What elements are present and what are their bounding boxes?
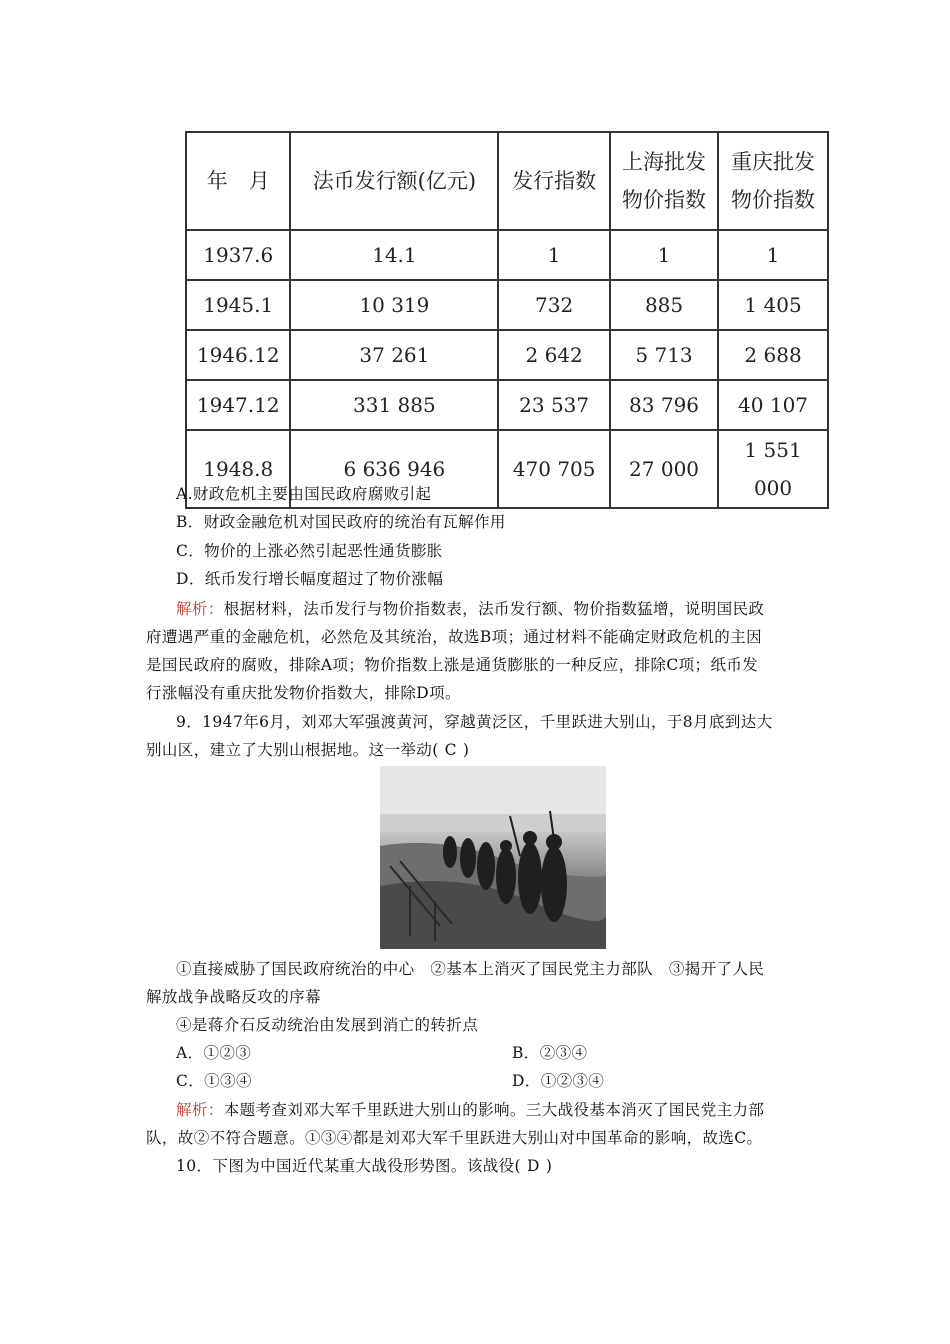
q9-option-b: B．②③④	[512, 1044, 588, 1062]
q9-stem: 9．1947年6月，刘邓大军强渡黄河，穿越黄泛区，千里跃进大别山，于8月底到达大	[176, 713, 773, 731]
q10-stem-text: 10．下图为中国近代某重大战役形势图。该战役(	[176, 1157, 521, 1175]
analysis-label: 解析：	[176, 1101, 224, 1119]
q10-answer: D	[526, 1157, 540, 1175]
table-cell: 27 000	[610, 430, 718, 508]
table-cell: 5 713	[610, 330, 718, 380]
table-cell: 1	[610, 230, 718, 280]
table-cell: 1947.12	[186, 380, 290, 430]
table-cell: 2 688	[718, 330, 828, 380]
table-row	[186, 330, 828, 380]
q9-option-c: C．①③④	[176, 1072, 252, 1090]
q9-stem-close: )	[462, 741, 470, 759]
table-cell: 23 537	[498, 380, 610, 430]
q8-analysis-line: 是国民政府的腐败，排除A项；物价指数上涨是通货膨胀的一种反应，排除C项；纸币发	[146, 656, 759, 674]
table-cell: 83 796	[610, 380, 718, 430]
q9-analysis-line: 队，故②不符合题意。①③④都是刘邓大军千里跃进大别山对中国革命的影响，故选C。	[146, 1129, 763, 1147]
header-year: 年 月	[186, 132, 290, 230]
q10-stem	[176, 1152, 552, 1180]
table-cell: 10 319	[290, 280, 498, 330]
q8-option-a: A.财政危机主要由国民政府腐败引起	[176, 485, 432, 503]
q9-analysis-line	[176, 1096, 764, 1124]
table-cell: 331 885	[290, 380, 498, 430]
q8-analysis-line: 行涨幅没有重庆批发物价指数大，排除D项。	[146, 684, 461, 702]
q10-stem-close: )	[545, 1157, 553, 1175]
table-header-row	[186, 132, 828, 230]
header-issue-index: 发行指数	[498, 132, 610, 230]
table-row	[186, 280, 828, 330]
q8-option-b: B．财政金融危机对国民政府的统治有瓦解作用	[176, 513, 506, 531]
table-cell: 1937.6	[186, 230, 290, 280]
table-cell: 6 636 946	[290, 430, 498, 508]
table-cell: 1948.8	[186, 430, 290, 508]
table-cell: 37 261	[290, 330, 498, 380]
analysis-label: 解析：	[176, 600, 224, 618]
q9-statements-line: ④是蒋介石反动统治由发展到消亡的转折点	[176, 1016, 479, 1034]
table-row	[186, 230, 828, 280]
table-cell: 2 642	[498, 330, 610, 380]
analysis-text: 根据材料，法币发行与物价指数表，法币发行额、物价指数猛增，说明国民政	[223, 600, 765, 618]
table-cell: 1 405	[718, 280, 828, 330]
q9-stem-text: 别山区，建立了大别山根据地。这一举动(	[146, 741, 439, 759]
q9-answer: C	[444, 741, 457, 759]
currency-price-table	[185, 131, 829, 509]
q9-option-d: D．①②③④	[512, 1072, 605, 1090]
analysis-text: 本题考查刘邓大军千里跃进大别山的影响。三大战役基本消灭了国民党主力部	[223, 1101, 765, 1119]
q8-option-d: D．纸币发行增长幅度超过了物价涨幅	[176, 570, 444, 588]
table-cell: 470 705	[498, 430, 610, 508]
table-cell: 885	[610, 280, 718, 330]
header-shanghai-index: 上海批发物价指数	[610, 132, 718, 230]
table-cell: 1 551 000	[718, 430, 828, 508]
table-cell: 1	[498, 230, 610, 280]
table-cell: 40 107	[718, 380, 828, 430]
table-cell: 14.1	[290, 230, 498, 280]
troops-crossing-photo	[380, 766, 606, 949]
table-cell: 1946.12	[186, 330, 290, 380]
header-chongqing-index: 重庆批发物价指数	[718, 132, 828, 230]
header-issue-amount: 法币发行额(亿元)	[290, 132, 498, 230]
table-cell: 732	[498, 280, 610, 330]
q9-statements-line: 解放战争战略反攻的序幕	[146, 988, 321, 1006]
table-cell: 1	[718, 230, 828, 280]
q9-stem-continued	[146, 736, 469, 764]
table-cell: 1945.1	[186, 280, 290, 330]
q8-analysis-line: 府遭遇严重的金融危机，必然危及其统治，故选B项；通过材料不能确定财政危机的主因	[146, 628, 762, 646]
table-row	[186, 380, 828, 430]
troops-crossing-illustration	[380, 766, 606, 949]
q9-option-a: A．①②③	[176, 1044, 252, 1062]
q8-option-c: C．物价的上涨必然引起恶性通货膨胀	[176, 542, 443, 560]
q8-analysis-line	[176, 595, 764, 623]
q9-statements-line: ①直接威胁了国民政府统治的中心 ②基本上消灭了国民党主力部队 ③揭开了人民	[176, 960, 765, 978]
